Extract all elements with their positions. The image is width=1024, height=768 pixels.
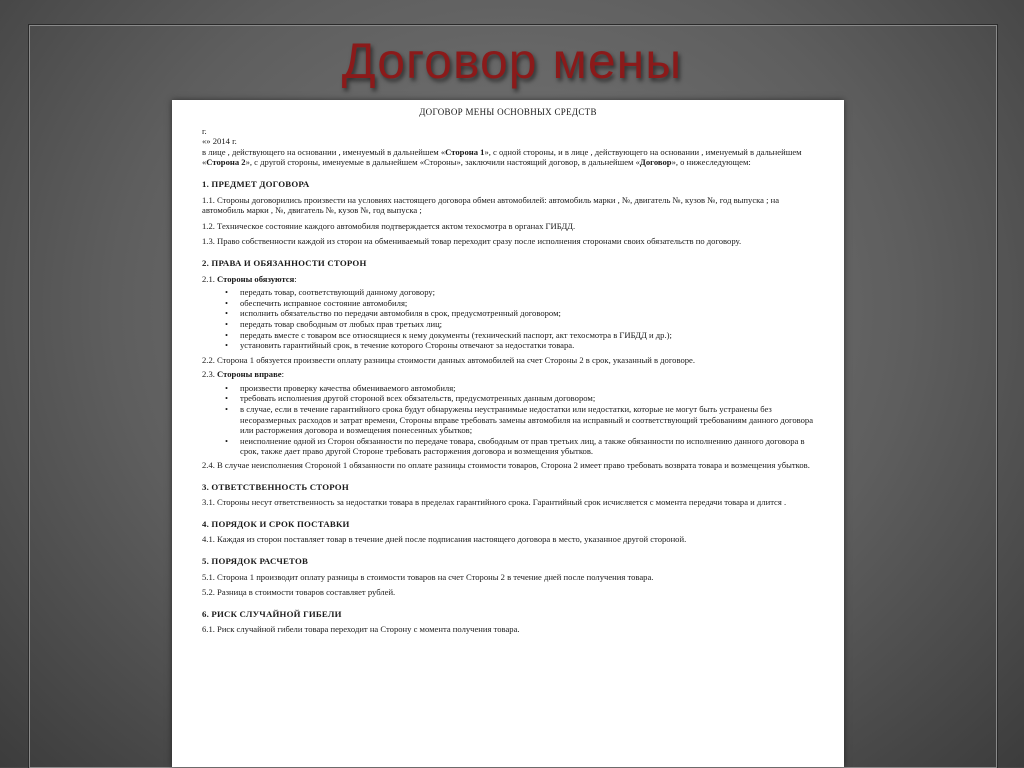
date-line: «» 2014 г.: [202, 136, 237, 147]
section-heading: 4. ПОРЯДОК И СРОК ПОСТАВКИ: [202, 518, 350, 529]
clause-6-1: 6.1. Риск случайной гибели товара переходит на Сторону с момента получения товара.: [202, 624, 520, 635]
list-item: • исполнить обязательство по передачи автомобиля в срок, предусмотренный договором;: [202, 308, 814, 319]
clause-1-3: 1.3. Право собственности каждой из сторон на обмениваемый товар переходит сразу после исполнения сторонами своих обязательств по договору.: [202, 236, 742, 247]
list-item: • передать вместе с товаром все относящиеся к нему документы (технический паспорт, акт техосмотра в ГИБДД и др.);: [202, 330, 814, 341]
contract-document: [172, 100, 844, 767]
list-item: • требовать исполнения другой стороной всех обязательств, предусмотренных данным договором;: [202, 393, 814, 404]
preamble: [202, 147, 814, 168]
clause-colon: :: [294, 273, 297, 284]
list-item: • обеспечить исправное состояние автомобиля;: [202, 298, 814, 309]
clause-2-1: [202, 274, 814, 285]
clause-3-1: 3.1. Стороны несут ответственность за недостатки товара в пределах гарантийного срока. Гарантийный срок исчисляется с момента передачи товара и длится .: [202, 497, 787, 508]
preamble-text: в лице , действующего на основании , именуемый в дальнейшем «: [202, 146, 446, 157]
section-heading: 2. ПРАВА И ОБЯЗАННОСТИ СТОРОН: [202, 257, 367, 268]
clause-5-2: 5.2. Разница в стоимости товаров составляет рублей.: [202, 587, 396, 598]
list-item: • в случае, если в течение гарантийного срока будут обнаружены неустранимые недостатки или недостатки, которые не могут быть устранены без несоразмерных расходов и затрат времени, Стороны вправе требовать замены автомобиля на исправный и соответствующий требованиям данного договора или расторжения договора и возмещения понесенных убытков;: [202, 404, 814, 436]
city-line: г.: [202, 125, 207, 136]
section-heading: 5. ПОРЯДОК РАСЧЕТОВ: [202, 556, 309, 566]
preamble-text: », о нижеследующем:: [671, 157, 751, 168]
clause-colon: :: [281, 369, 284, 380]
party-1-name: Сторона 1: [445, 146, 485, 157]
section-heading: 1. ПРЕДМЕТ ДОГОВОРА: [202, 178, 310, 189]
list-item: • передать товар свободным от любых прав третьих лиц;: [202, 319, 814, 330]
preamble-text: », с другой стороны, именуемые в дальнейшем «Стороны», заключили настоящий договор, в дальнейшем «: [245, 157, 640, 168]
clause-number: 2.3.: [202, 369, 218, 380]
slide-title: Договор мены: [341, 33, 683, 89]
clause-2-2: 2.2. Сторона 1 обязуется произвести оплату разницы стоимости данных автомобилей на счет Стороны 2 в срок, указанный в договоре.: [202, 354, 696, 365]
list-item: • неисполнение одной из Сторон обязанности по передаче товара, свободным от прав третьих лиц, а также обязанности по исполнению данного договора в срок, также дает право другой Стороне требовать расторжения договора и возмещения убытков.: [202, 436, 814, 457]
clause-2-3: [202, 369, 814, 380]
clause-5-1: 5.1. Сторона 1 производит оплату разницы в стоимости товаров на счет Стороны 2 в течение дней после получения товара.: [202, 571, 654, 582]
list-item: • установить гарантийный срок, в течение которого Стороны отвечают за недостатки товара.: [202, 340, 814, 351]
document-title: ДОГОВОР МЕНЫ ОСНОВНЫХ СРЕДСТВ: [419, 107, 597, 117]
list-item: • передать товар, соответствующий данному договору;: [202, 287, 814, 298]
clause-1-2: 1.2. Техническое состояние каждого автомобиля подтверждается актом техосмотра в органах ГИБДД.: [202, 220, 576, 231]
clause-4-1: 4.1. Каждая из сторон поставляет товар в течение дней после подписания настоящего договора в место, указанное другой стороной.: [202, 534, 687, 545]
party-2-name: Сторона 2: [206, 157, 246, 168]
clause-1-1: 1.1. Стороны договорились произвести на условиях настоящего договора обмен автомобилей: автомобиль марки , №, двигатель №, кузов №, год выпуска ; на автомобиль марки , №, двигатель №, кузов №, год выпуска ;: [202, 194, 780, 216]
clause-label: Стороны обязуются: [217, 273, 295, 284]
obligations-list: [202, 287, 814, 351]
contract-term: Договор: [639, 157, 672, 168]
clause-number: 2.1.: [202, 273, 218, 284]
section-heading: 6. РИСК СЛУЧАЙНОЙ ГИБЕЛИ: [202, 608, 342, 619]
rights-list: [202, 383, 814, 457]
clause-2-4: 2.4. В случае неисполнения Стороной 1 обязанности по оплате разницы стоимости товаров, Сторона 2 имеет право требовать возврата товара и возмещения убытков.: [202, 460, 810, 471]
clause-label: Стороны вправе: [217, 369, 282, 380]
list-item: • произвести проверку качества обмениваемого автомобиля;: [202, 383, 814, 394]
preamble-text: », с одной стороны, и в лице , действующего на основании , именуемый в дальнейшем «: [202, 146, 802, 168]
section-heading: 3. ОТВЕТСТВЕННОСТЬ СТОРОН: [202, 481, 349, 492]
